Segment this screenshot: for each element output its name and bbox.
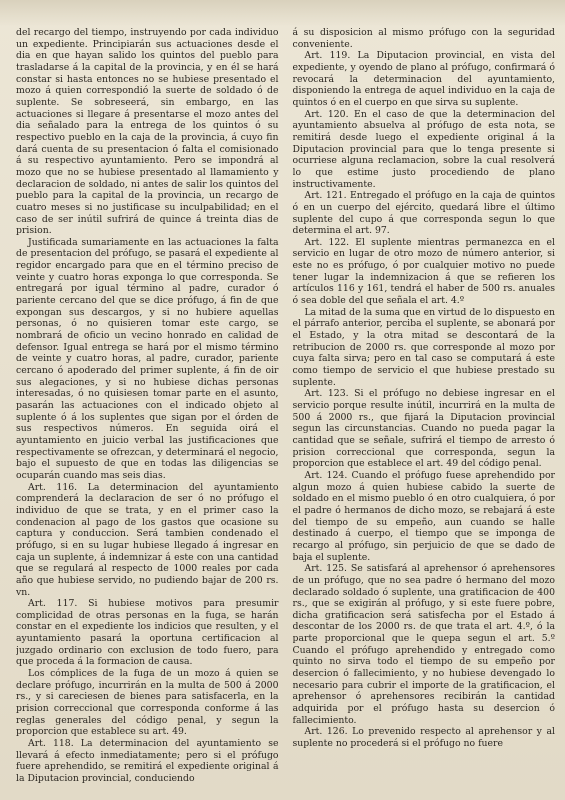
paragraph: Art. 120. En el caso de que la determinacion del ayuntamiento absuelva al prófugo de esta nota, se remitirá desde luego el expediente original á la Diputacion provincial para que lo tenga presente si ocurriese alguna reclamacion, sobre la cual resolverá lo que estime justo procediendo de plano instructivamente. xyxy=(292,108,555,190)
paragraph: Art. 122. El suplente mientras permanezca en el servicio en lugar de otro mozo de número anterior, si este no es prófugo, ó por cualquier motivo no puede tener lugar la indemnizacion á que se refieren los artículos 116 y 161, tendrá el haber de 500 rs. anuales ó sea doble del que señala el art. 4.º xyxy=(292,236,555,307)
paragraph: Art. 121. Entregado el prófugo en la caja de quintos ó en un cuerpo del ejército, quedará libre el último suplente del cupo á que corresponda segun lo que determina el art. 97. xyxy=(292,190,555,237)
text-columns xyxy=(16,27,555,794)
paragraph: La mitad de la suma que en virtud de lo dispuesto en el párrafo anterior, perciba el suplente, se abonará por el Estado, y la otra mitad se descontará de la retribucion de 2000 rs. que corresponde al mozo por cuya falta sirva; pero en tal caso se computará á este como tiempo de servicio el que hubiese prestado su suplente. xyxy=(292,306,555,388)
paragraph: Justificada sumariamente en las actuaciones la falta de presentacion del prófugo, se pasará el expediente al regidor encargado para que en el término preciso de veinte y cuatro horas exponga lo que corresponda. Se entregará por igual término al padre, curador ó pariente cercano del que se dice prófugo, á fin de que expongan sus descargos, y si no hubiere aquellas personas, ó no quisieren tomar este cargo, se nombrará de oficio un vecino honrado en calidad de defensor. Igual entrega se hará por el mismo término de veinte y cuatro horas, al padre, curador, pariente cercano ó apoderado del primer suplente, á fin de oir sus alegaciones, y si no hubiese dichas personas interesadas, ó no quisiesen tomar parte en el asunto, pasarán las actuaciones con el indicado objeto al suplente ó á los suplentes que sigan por el órden de sus respectivos números. En seguida oirá el ayuntamiento en juicio verbal las justificaciones que respectivamente se ofrezcan, y determinará el negocio, bajo el supuesto de que en todas las diligencias se ocuparán cuando mas seis dias. xyxy=(16,236,279,481)
page-fold-shadow xyxy=(0,0,565,26)
left-column xyxy=(16,27,279,794)
paragraph: Los cómplices de la fuga de un mozo á quien se declare prófugo, incurrirán en la multa de 500 á 2000 rs., y si careciesen de bienes para satisfacerla, en la prision correccional que corresponda conforme á las reglas generales del código penal, y segun la proporcion que establece su art. 49. xyxy=(16,668,279,738)
paragraph: Art. 119. La Diputacion provincial, en vista del expediente, y oyendo de plano al prófugo, confirmará ó revocará la determinacion del ayuntamiento, disponiendo la entrega de aquel individuo en la caja de quintos ó en el cuerpo en que sirva su suplente. xyxy=(292,50,555,108)
paragraph: Art. 124. Cuando el prófugo fuese aprehendido por algun mozo á quien hubiese cabido la suerte de soldado en el mismo pueblo ó en otro cualquiera, ó por el padre ó hermanos de dicho mozo, se rebajará á este del tiempo de su empeño, aun cuando se halle destinado á cuerpo, el tiempo que se imponga de recargo al prófugo, sin perjuicio de que se dado de baja el suplente. xyxy=(292,469,555,563)
paragraph: Art. 125. Se satisfará al aprehensor ó aprehensores de un prófugo, que no sea padre ó hermano del mozo declarado soldado ó suplente, una gratificacion de 400 rs., que se exigirán al prófugo, y si este fuere pobre, dicha gratificacion será satisfecha por el Estado á descontar de los 2000 rs. de que trata el art. 4.º, ó la parte proporcional que le quepa segun el art. 5.º Cuando el prófugo aprehendido y entregado como quinto no sirva todo el tiempo de su empeño por desercion ó fallecimiento, y no hubiese devengado lo necesario para cubrir el importe de la gratificacion, el aprehensor ó aprehensores recibirán la cantidad adquirida por el prófugo hasta su desercion ó fallecimiento. xyxy=(292,563,555,726)
right-column xyxy=(293,27,556,794)
paragraph: Art. 118. La determinacion del ayuntamiento se llevará á efecto inmediatamente; pero si el prófugo fuere aprehendido, se remitirá el expediente original á la Diputacion provincial, conduciendo xyxy=(16,738,279,784)
paragraph-continuation: del recargo del tiempo, instruyendo por cada individuo un expediente. Principiarán sus actuaciones desde el dia en que hayan salido los quintos del pueblo para trasladarse á la capital de la provincia, y en él se hará constar si hasta entonces no se hubiese presentado el mozo á quien correspondió la suerte de soldado ó de suplente. Se sobreseerá, sin embargo, en las actuaciones si llegare á presentarse el mozo antes del dia señalado para la entrega de los quintos ó su respectivo pueblo en la caja de la provincia, á cuyo fin dará cuenta de su presentacion ó falta el comisionado á su respectivo ayuntamiento. Pero se impondrá al mozo que no se hubiese presentado al llamamiento y declaracion de soldado, ni antes de salir los quintos del pueblo para la capital de la provincia, un recargo de cuatro meses si no justificase su inculpabilidad; en el caso de ser inútil sufrirá de quince á treinta dias de prision. xyxy=(16,27,279,237)
paragraph: Art. 116. La determinacion del ayuntamiento comprenderá la declaracion de ser ó no prófugo el individuo de que se trata, y en el primer caso la condenacion al pago de los gastos que ocasione su captura y conduccion. Será tambien condenado el prófugo, si en su lugar hubiese llegado á ingresar en caja un suplente, á indemnizar á este con una cantidad que se regulará al respecto de 1000 reales por cada año que hubiese servido, no pudiendo bajar de 200 rs. vn. xyxy=(16,481,279,598)
paragraph: Art. 126. Lo prevenido respecto al aprehensor y al suplente no procederá si el prófugo no fuere xyxy=(292,726,555,750)
paragraph: Art. 123. Si el prófugo no debiese ingresar en el servicio porque resulte inútil, incurrirá en la multa de 500 á 2000 rs., que fijará la Diputacion provincial segun las circunstancias. Cuando no pueda pagar la cantidad que se señale, sufrirá el tiempo de arresto ó prision correccional que corresponda, segun la proporcion que establece el art. 49 del código penal. xyxy=(292,388,555,470)
paragraph-continuation: á su disposicion al mismo prófugo con la seguridad conveniente. xyxy=(292,27,555,50)
paragraph: Art. 117. Si hubiese motivos para presumir complicidad de otras personas en la fuga, se harán constar en el expediente los indicios que resulten, y el ayuntamiento pasará la oportuna certificacion al juzgado ordinario con exclusion de todo fuero, para que proceda á la formacion de causa. xyxy=(16,598,279,668)
